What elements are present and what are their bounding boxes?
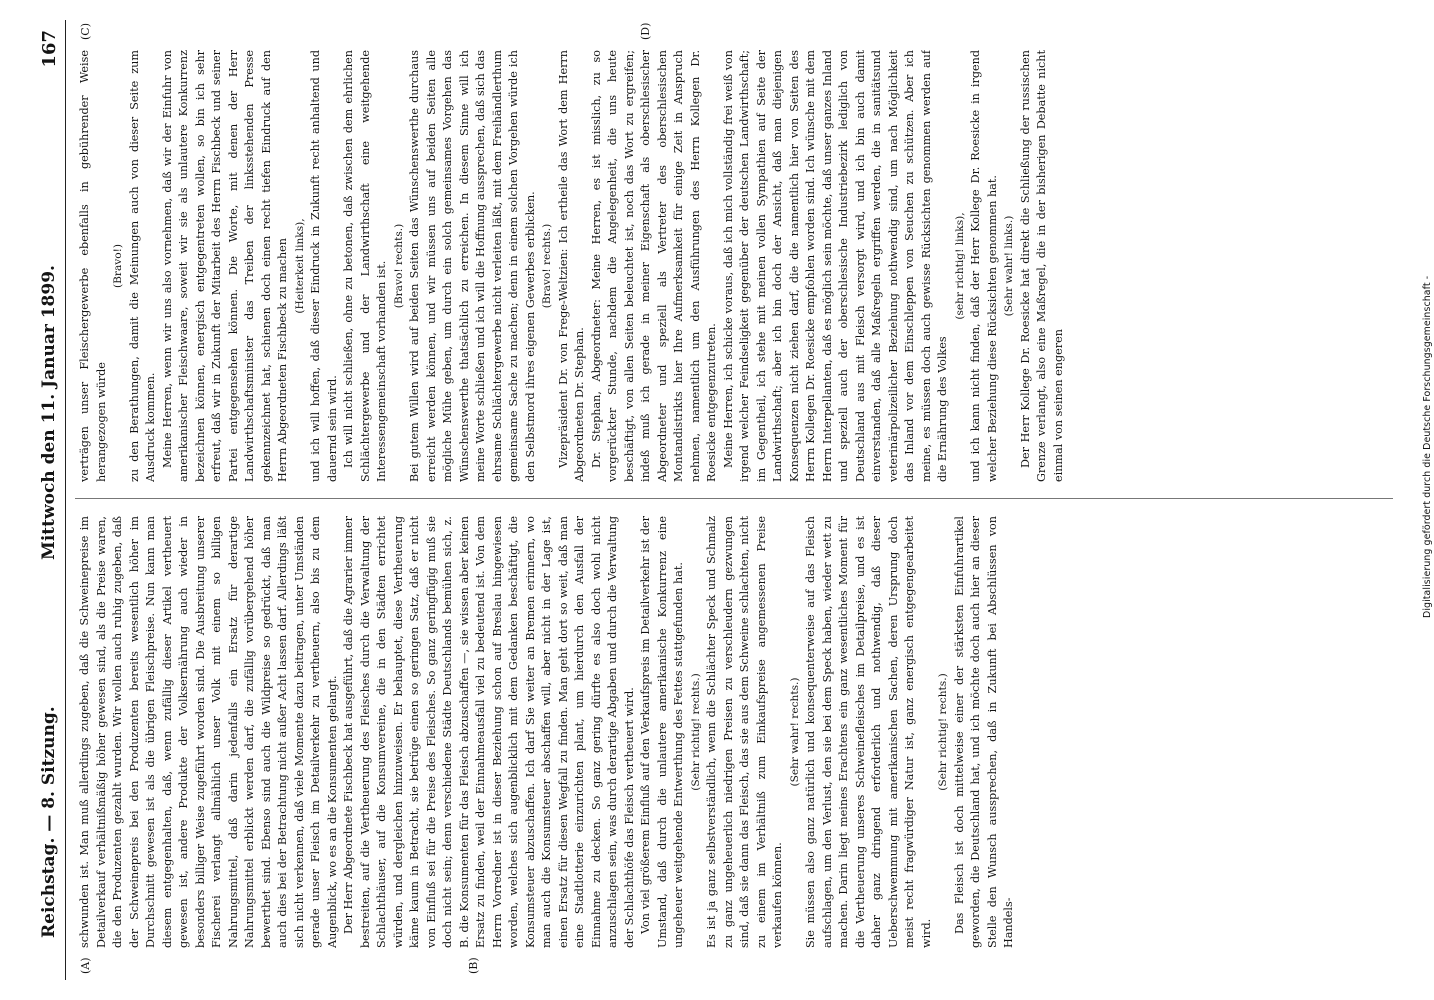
paragraph: Vizepräsident Dr. von Frege-Weltzien: Ich ertheile das Wort dem Herrn Abgeordneten Dr. Stephan. <box>556 50 586 482</box>
paragraph: (Bravo! rechts.) <box>541 223 553 309</box>
paragraph: und ich kann nicht finden, daß der Herr Kollege Dr. Roesicke in irgend welcher Beziehung diese Rücksichten genommen hat. <box>969 50 999 482</box>
paragraph: verträgen unser Fleischergewerbe ebenfalls in gebührender Weise herangezogen würde <box>78 50 108 482</box>
margin-marker-b: (B) <box>467 957 480 974</box>
paragraph: Sie müssen also ganz natürlich und konsequenterweise auf das Fleisch aufschlagen, um den Verlust, den sie bei dem Speck haben, wieder wett zu machen. Darin liegt meines Erachtens ein ganz wesentliches Moment für die Vertheuerung unseres Schweinefleisches im Detailpreise, und es ist daher ganz dringend erforderlich und nothwendig, daß dieser Ueberschwemmung mit amerikanischen Sachen, deren Ursprung doch meist recht fragwürdiger Natur ist, ganz energisch entgegengearbeitet wird. <box>804 516 933 948</box>
paragraph: (Bravo! rechts.) <box>392 223 405 309</box>
page-number: 167 <box>39 30 60 68</box>
paragraph: (Heiterkeit links), <box>293 218 306 314</box>
left-column <box>77 516 1405 948</box>
paragraph: Der Herr Kollege Dr. Roesicke hat direkt die Schließung der russischen Grenze verlangt, also eine Maßregel, die in der bisherigen Debatte nicht einmal von seinen engeren <box>1018 50 1065 482</box>
right-column <box>77 50 1405 482</box>
page-header <box>35 20 66 980</box>
margin-marker-d: (D) <box>639 22 652 40</box>
paragraph: Das Fleisch ist doch mittelweise einer der stärksten Einfuhrartikel geworden, die Deutschland hat, und ich möchte doch auch hier an dieser Stelle den Wunsch aussprechen, daß in Zukunft bei Abschlüssen von Handels- <box>952 516 1015 948</box>
paragraph: (Bravo!) <box>112 243 124 289</box>
paragraph: Von viel größerem Einfluß auf den Verkaufspreis im Detailverkehr ist der Umstand, daß durch die unlautere amerikanische Konkurrenz eine ungeheuer weitgehende Entwerthung des Fettes stattgefunden hat. <box>639 516 685 948</box>
paragraph: (Sehr wahr! rechts.) <box>788 677 801 787</box>
paragraph: Es ist ja ganz selbstverständlich, wenn die Schlächter Speck und Schmalz zu ganz ungeheuerlich niedrigen Preisen zu verschleudern gezwungen sind, daß sie dann das Fleisch, das sie aus dem Schweine schlachten, nicht zu einem im Verhältniß zum Einkaufspreise angemessenen Preise verkaufen können. <box>705 516 784 948</box>
paragraph: Ich will nicht schließen, ohne zu betonen, daß zwischen dem ehrlichen Schlächtergewerbe und der Landwirthschaft eine weitgehende Interessengemeinschaft vorhanden ist. <box>342 50 388 482</box>
paragraph: (Sehr richtig! rechts.) <box>937 673 949 791</box>
header-date: Mittwoch den 11. Januar 1899. <box>39 265 59 560</box>
paragraph: Bei gutem Willen wird auf beiden Seiten das Wünschenswerthe durchaus erreicht werden können, und wir müssen uns auf beiden Seiten alle mögliche Mühe geben, um durch ein solch gemeinsames Vorgehen das Wünschenswerthe thatsächlich zu erreichen. In diesem Sinne will ich meine Worte schließen und ich will die Hoffnung aussprechen, daß sich das ehrsame Schlächtergewerbe nicht verleiten läßt, mit dem Freihändlerthum gemeinsame Sache zu machen; denn in einem solchen Vorgehen würde ich den Selbstmord ihres eigenen Gewerbes erblicken. <box>408 50 537 482</box>
paragraph: Der Herr Abgeordnete Fischbeck hat ausgeführt, daß die Agrarier immer bestreiten, auf die Vertheuerung des Fleisches durch die Verwaltung der Schlachthäuser, auf die Konsumvereine, die in den Städten errichtet würden, und dergleichen hinzuweisen. Er behauptet, diese Vertheuerung käme kaum in Betracht, sie betrüge einen so geringen Satz, daß er nicht von Einfluß sei für die Preise des Fleisches. So ganz geringfügig muß sie doch nicht sein; denn verschiedene Städte Deutschlands bemühen sich, z. B. die Konsumenten für das Fleisch abzuschaffen —, sie wissen aber keinen Ersatz zu finden, weil der Einnahmeausfall viel zu bedeutend ist. Von dem Herrn Vorredner ist in dieser Beziehung schon auf Breslau hingewiesen worden, welches sich augenblicklich mit dem Gedanken beschäftigt, die Konsumsteuer abzuschaffen. Ich darf Sie weiter an Bremen erinnern, wo man auch die Konsumsteuer abschaffen will, aber nicht in der Lage ist, einen Ersatz für diesen Wegfall zu finden. Man geht dort so weit, daß man eine Stadtlotterie einzurichten plant, um hierdurch den Ausfall der Einnahme zu decken. So ganz gering dürfte es also doch wohl nicht anzuschlagen sein, was durch derartige Abgaben und durch die Verwaltung der Schlachthöfe das Fleisch vertheuert wird. <box>342 516 636 948</box>
header-left: Reichstag. — 8. Sitzung. <box>39 706 59 938</box>
paragraph: (sehr richtig! links), <box>953 212 966 320</box>
paragraph: (Sehr wahr! links.) <box>1003 215 1015 317</box>
rotated-page <box>21 20 1413 980</box>
paragraph: Meine Herren, wenn wir uns also vornehmen, daß wir der Einfuhr von amerikanischer Fleischwaare, soweit wir sie als unlautere Konkurrenz bezeichnen können, energisch entgegentreten wollen, so bin ich sehr erfreut, daß wir in Zukunft der Mitarbeit des Herrn Fischbeck und seiner Partei entgegensehen können. Die Worte, mit denen der Herr Landwirthschaftsminister das Treiben der linksstehenden Presse gekennzeichnet hat, schienen doch einen recht tiefen Eindruck auf den Herrn Abgeordneten Fischbeck zu machen <box>160 50 289 482</box>
paragraph: Dr. Stephan, Abgeordneter: Meine Herren, es ist misslich, zu so vorgerückter Stunde, nachdem die Angelegenheit, die uns heute beschäftigt, von allen Seiten beleuchtet ist, noch das Wort zu ergreifen; indeß muß ich gerade in meiner Eigenschaft als oberschlesischer Abgeordneter und speziell als Vertreter des oberschlesischen Montandistrikts hier Ihre Aufmerksamkeit für einige Zeit in Anspruch nehmen, namentlich um den Ausführungen des Herrn Kollegen Dr. Roesicke entgegenzutreten. <box>589 50 718 482</box>
paragraph: schwunden ist. Man muß allerdings zugeben, daß die Schweinepreise im Detailverkauf verhältnißmäßig höher gewesen sind, als die Preise waren, die den Produzenten gezahlt wurden. Wir wollen auch ruhig zugeben, daß der Schweinepreis bei den Produzenten bereits wesentlich höher im Durchschnitt gewesen ist als die übrigen Fleischpreise. Nun kann man diesem entgegenhalten, daß, wenn zufällig dieser Artikel vertheuert gewesen ist, andere Produkte der Volksernährung auch wieder in besonders billiger Weise zugeführt worden sind. Die Ausbreitung unserer Fischerei verlangt allmählich unser Volk mit einem so billigen Nahrungsmittel, daß darin jedenfalls ein Ersatz für derartige Nahrungsmittel erblickt werden darf, die zufällig vorübergehend höher bewerthet sind. Ebenso sind auch die Wildpreise so gedrückt, daß man auch dies bei der Betrachtung nicht außer Acht lassen darf. Allerdings läßt sich nicht verkennen, daß viele Momente dazu beitragen, unter Umständen gerade unser Fleisch im Detailverkehr zu vertheuern, also bis zu dem Augenblick, wo es an die Konsumenten gelangt. <box>78 516 339 948</box>
column-divider <box>75 498 1393 499</box>
margin-marker-c: (C) <box>79 23 92 40</box>
paragraph: Meine Herren, ich schicke voraus, daß ich mich vollständig frei weiß von irgend welcher Feindseligkeit gegenüber der deutschen Landwirthschaft; im Gegentheil, ich stehe mit meinen vollen Sympathien auf Seite der Landwirthschaft; aber ich bin doch der Ansicht, daß man diejenigen Konsequenzen nicht ziehen darf, die die namentlich hier von Seiten des Herrn Kollegen Dr. Roesicke empfohlen worden sind. Ich wünsche mit dem Herrn Interpellanten, daß es möglich sein möchte, daß unser ganzes Inland und speziell auch der oberschlesische Industriebezirk lediglich von Deutschland aus mit Fleisch versorgt wird, und ich bin auch damit einverstanden, daß alle Maßregeln ergriffen werden, die in sanitätsund veterinärpolizeilicher Beziehung nothwendig sind, um nach Möglichkeit das Inland vor dem Einschleppen von Seuchen zu schützen. Aber ich meine, es müssen doch auch gewisse Rücksichten genommen werden auf die Ernährung des Volkes <box>721 50 949 482</box>
margin-marker-a: (A) <box>79 957 92 974</box>
paragraph: und ich will hoffen, daß dieser Eindruck in Zukunft recht anhaltend und dauernd sein wird. <box>309 50 339 482</box>
paragraph: (Sehr richtig! rechts.) <box>689 673 702 791</box>
paragraph: zu den Berathungen, damit die Meinungen auch von dieser Seite zum Ausdruck kommen. <box>127 50 157 482</box>
digitization-note: Digitalisierung gefördert durch die Deutsche Forschungsgemeinschaft - <box>1422 275 1433 618</box>
